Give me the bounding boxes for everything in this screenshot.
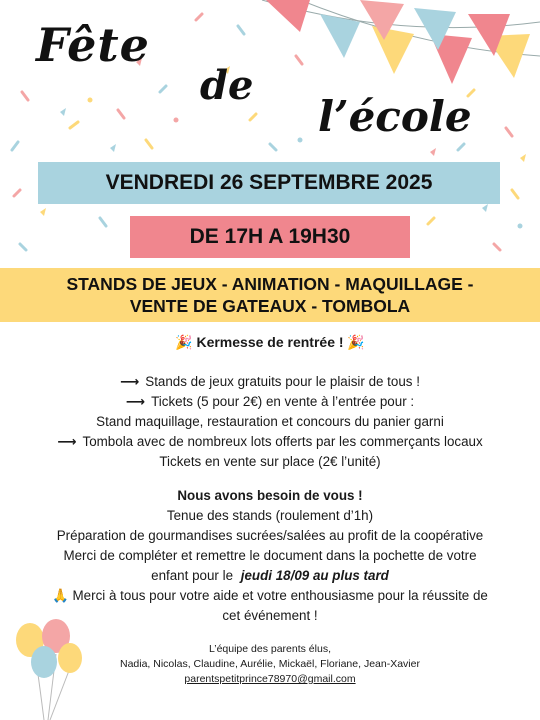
thanks-line: 🙏 Merci à tous pour votre aide et votre enthousiasme pour la réussite de: [52, 588, 488, 603]
spacer: [0, 472, 540, 486]
program-item: [0, 432, 540, 452]
spacer: [0, 352, 540, 372]
help-line: Tenue des stands (roulement d’1h): [166, 508, 374, 523]
kermesse-heading: 🎉 Kermesse de rentrée ! 🎉: [175, 334, 365, 350]
program-text: Tickets (5 pour 2€) en vente à l’entrée pour :: [151, 394, 415, 409]
balloons-icon: [10, 618, 90, 720]
help-deadline-line: [0, 566, 540, 586]
program-item: Stand maquillage, restauration et concours du panier garni: [96, 414, 444, 429]
help-heading: Nous avons besoin de vous !: [177, 488, 363, 503]
contact-email-link[interactable]: parentspetitprince78970@gmail.com: [184, 673, 356, 685]
program-text: Tombola avec de nombreux lots offerts par les commerçants locaux: [82, 434, 483, 449]
arrow-right-icon: ⟶: [57, 434, 77, 449]
program-item: Tickets en vente sur place (2€ l’unité): [159, 454, 381, 469]
signature-names: Nadia, Nicolas, Claudine, Aurélie, Mickaël, Floriane, Jean-Xavier: [120, 658, 420, 670]
time-banner: DE 17H A 19H30: [130, 216, 410, 258]
title-fete: Fête: [36, 18, 150, 72]
arrow-right-icon: ⟶: [125, 394, 146, 409]
title-de: de: [200, 62, 254, 109]
activities-line-2: VENTE DE GATEAUX - TOMBOLA: [129, 296, 411, 316]
signature-team: L’équipe des parents élus,: [208, 643, 331, 655]
program-item: [0, 372, 540, 392]
deadline-text: jeudi 18/09 au plus tard: [240, 568, 389, 583]
arrow-right-icon: ⟶: [120, 374, 140, 389]
help-line: Préparation de gourmandises sucrées/salées au profit de la coopérative: [56, 528, 484, 543]
program-text: Stands de jeux gratuits pour le plaisir de tous !: [145, 374, 420, 389]
activities-line-1: STANDS DE JEUX - ANIMATION - MAQUILLAGE -: [66, 274, 474, 294]
date-banner: VENDREDI 26 SEPTEMBRE 2025: [38, 162, 500, 204]
activities-banner: [0, 268, 540, 322]
title-ecole: l’école: [318, 92, 472, 141]
program-item: [0, 392, 540, 412]
thanks-line: cet événement !: [222, 608, 318, 623]
help-line: Merci de compléter et remettre le document dans la pochette de votre: [63, 548, 477, 563]
bunting-flags: [262, 0, 540, 84]
help-line-prefix: enfant pour le: [151, 568, 234, 583]
